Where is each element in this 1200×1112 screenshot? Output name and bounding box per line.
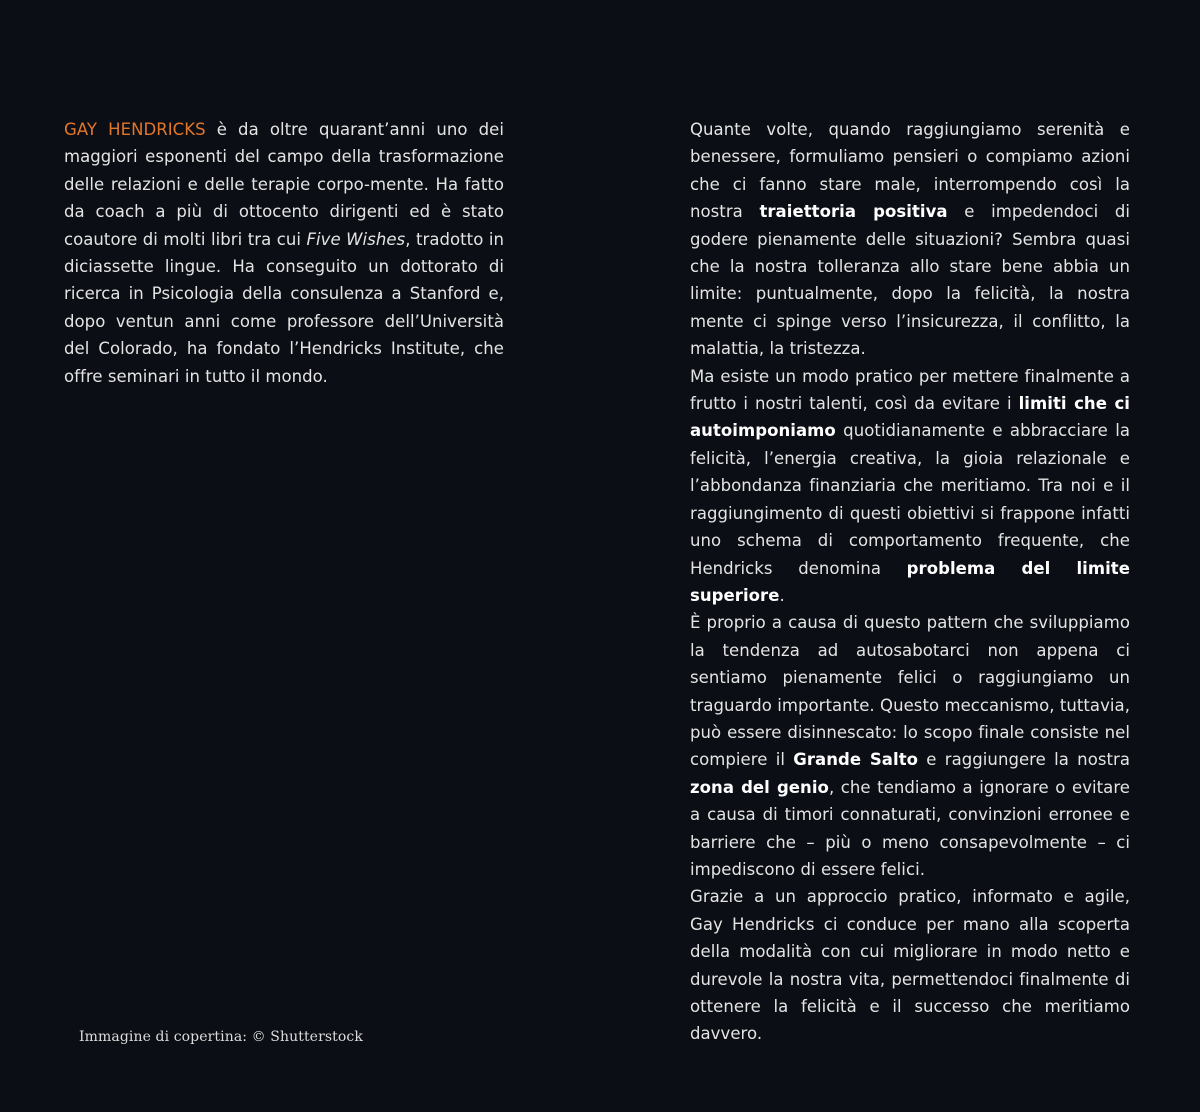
description-text: e raggiungere la nostra — [918, 750, 1130, 770]
description-paragraph-4 — [690, 883, 1130, 1047]
highlight-zona-del-genio: zona del genio — [690, 777, 829, 797]
description-paragraph-1 — [690, 116, 1130, 363]
description-text: e impedendoci di godere pienamente delle situazioni? Sembra quasi che la nostra tolleranza allo stare bene abbia un limite: puntualmente, dopo la felicità, la nostra mente ci spinge verso l’insicurezza, il conflitto, la malattia, la tristezza. — [690, 202, 1130, 359]
highlight-limiti: limiti che ci autoimponiamo — [690, 394, 1130, 441]
description-paragraph-3 — [690, 609, 1130, 883]
book-title: Five Wishes — [306, 229, 406, 249]
author-bio-paragraph — [64, 116, 504, 390]
highlight-grande-salto: Grande Salto — [793, 750, 919, 770]
description-text: Grazie a un approccio pratico, informato e agile, Gay Hendricks ci conduce per mano alla scoperta della modalità con cui migliorare in modo netto e durevole la nostra vita, permettendoci finalmente di ottenere la felicità e il successo che meritiamo davvero. — [690, 887, 1130, 1044]
description-text: quotidianamente e abbracciare la felicità, l’energia creativa, la gioia relazionale e l’abbondanza finanziaria che meritiamo. Tra noi e il raggiungimento di questi obiettivi si frappone infatti uno schema di comportamento frequente, che Hendricks denomina — [690, 421, 1130, 578]
author-name: GAY HENDRICKS — [64, 120, 206, 139]
description-text: È proprio a causa di questo pattern che sviluppiamo la tendenza ad autosabotarci non appena ci sentiamo pienamente felici o raggiungiamo un traguardo importante. Questo meccanismo, tuttavia, può essere disinnescato: lo scopo finale consiste nel compiere il — [690, 613, 1130, 770]
cover-image-credit: Immagine di copertina: © Shutterstock — [79, 1029, 363, 1045]
author-bio — [64, 116, 504, 390]
highlight-problema-limite-superiore: problema del limite superiore — [690, 558, 1130, 605]
description-paragraph-2 — [690, 363, 1130, 610]
bio-text: , tradotto in diciassette lingue. Ha conseguito un dottorato di ricerca in Psicologia della consulenza a Stanford e, dopo ventun anni come professore dell’Università del Colorado, ha fondato l’Hendricks Institute, che offre seminari in tutto il mondo. — [64, 229, 504, 386]
highlight-traiettoria-positiva: traiettoria positiva — [759, 202, 948, 222]
book-description — [690, 116, 1130, 1048]
description-text: , che tendiamo a ignorare o evitare a causa di timori connaturati, convinzioni erronee e barriere che – più o meno consapevolmente – ci impediscono di essere felici. — [690, 777, 1131, 879]
description-text: Quante volte, quando raggiungiamo serenità e benessere, formuliamo pensieri o compiamo azioni che ci fanno stare male, interrompendo così la nostra — [690, 120, 1130, 222]
bio-text: è da oltre quarant’anni uno dei maggiori esponenti del campo della trasformazione delle relazioni e delle terapie corpo-mente. Ha fatto da coach a più di ottocento dirigenti ed è stato coautore di molti libri tra cui — [64, 120, 505, 249]
description-text: . — [779, 585, 785, 605]
description-text: Ma esiste un modo pratico per mettere finalmente a frutto i nostri talenti, così da evitare i — [690, 366, 1130, 414]
